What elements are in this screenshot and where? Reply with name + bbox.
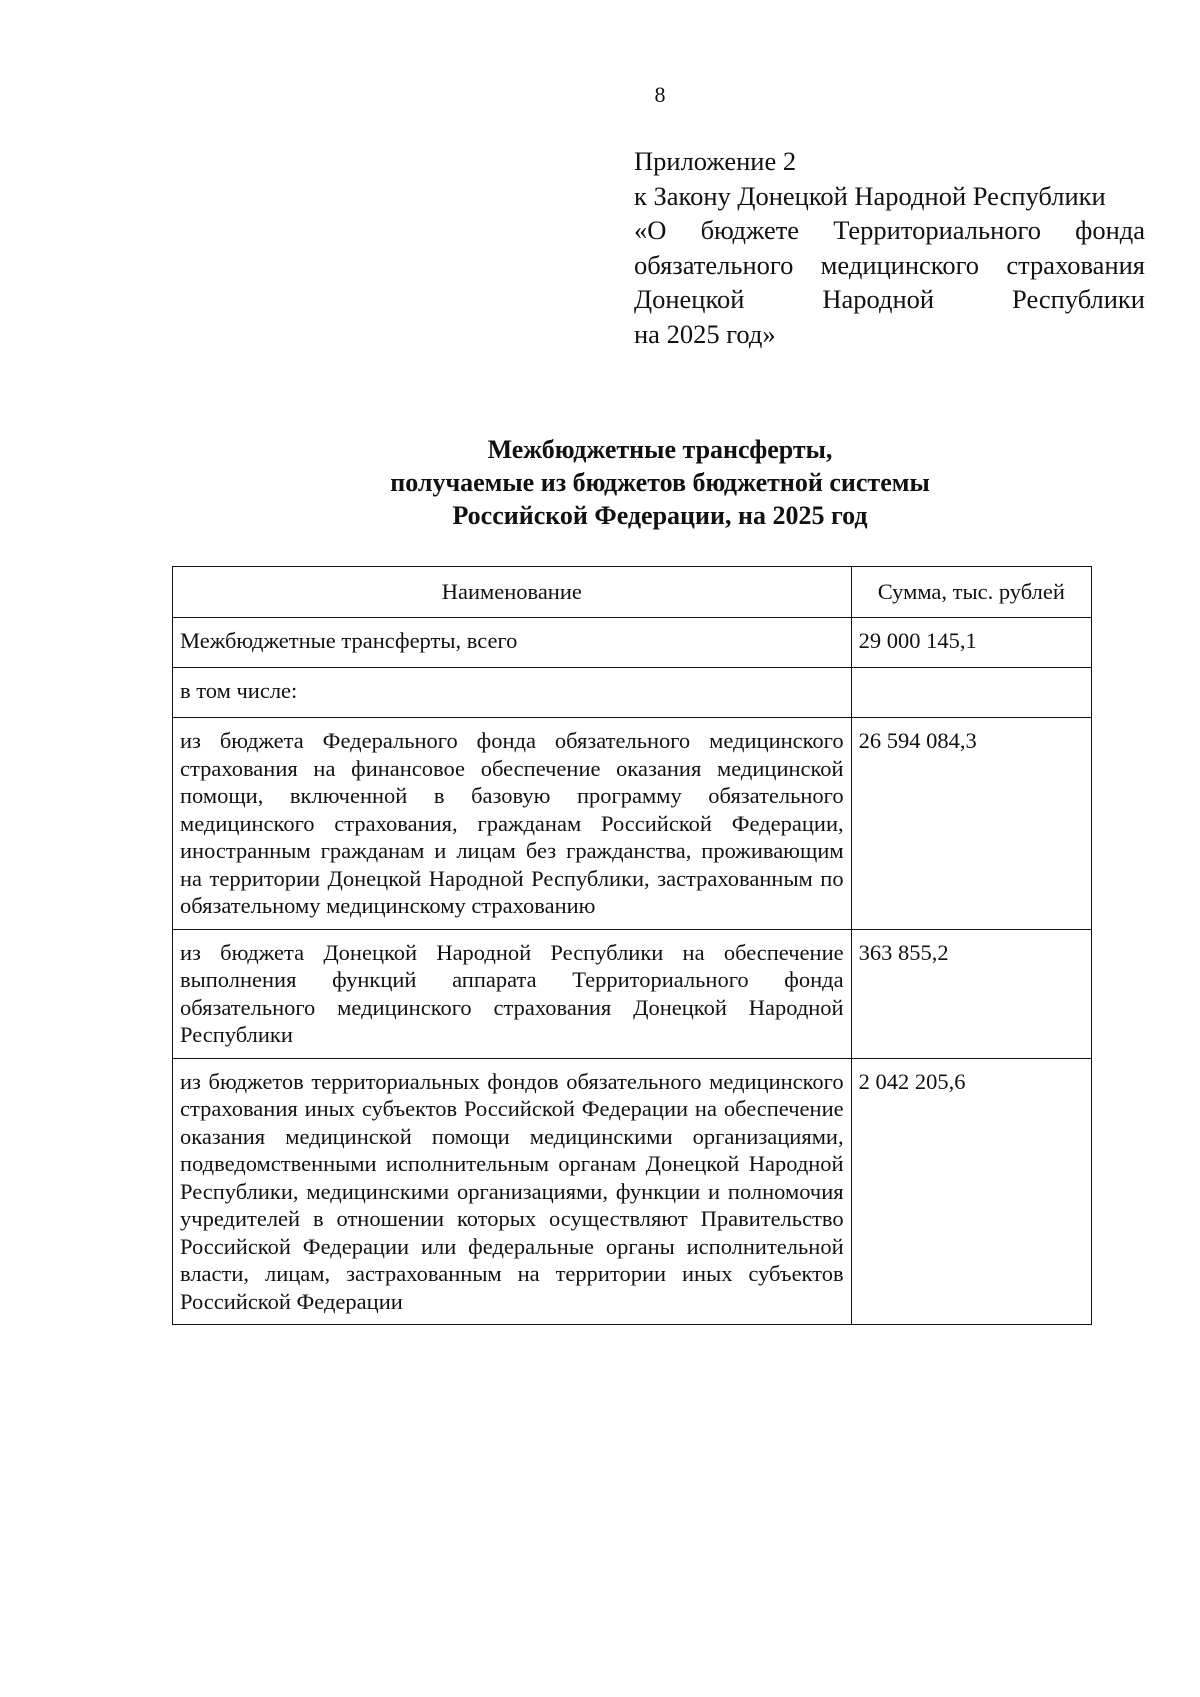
table-row: [173, 668, 1092, 718]
row-name: из бюджета Федерального фонда обязательного медицинского страхования на финансовое обеспечение оказания медицинской помощи, включенной в базовую программу обязательного медицинского страхования, гражданам Российской Федерации, иностранным гражданам и лицам без гражданства, проживающим на территории Донецкой Народной Республики, застрахованным по обязательному медицинскому страхованию: [173, 718, 852, 930]
appendix-line: к Закону Донецкой Народной Республики: [634, 180, 1106, 211]
table-header-row: [173, 567, 1092, 618]
row-sum: 29 000 145,1: [851, 618, 1091, 668]
title-line: получаемые из бюджетов бюджетной системы: [390, 468, 930, 497]
row-sum: 26 594 084,3: [851, 718, 1091, 930]
table-row: [173, 618, 1092, 668]
row-name: из бюджетов территориальных фондов обязательного медицинского страхования иных субъектов Российской Федерации на обеспечение оказания медицинской помощи медицинскими организациями, подведомственными исполнительным органам Донецкой Народной Республики, медицинскими организациями, функции и полномочия учредителей в отношении которых осуществляют Правительство Российской Федерации или федеральные органы исполнительной власти, лицам, застрахованным на территории иных субъектов Российской Федерации: [173, 1058, 852, 1325]
title-line: Российской Федерации, на 2025 год: [452, 501, 868, 530]
table-row: [173, 1058, 1092, 1325]
table-row: [173, 718, 1092, 930]
row-name: в том числе:: [173, 668, 852, 718]
appendix-line: на 2025 год»: [634, 318, 776, 349]
title-line: Межбюджетные трансферты,: [487, 435, 833, 464]
row-name: Межбюджетные трансферты, всего: [173, 618, 852, 668]
appendix-line: обязательного медицинского страхования: [634, 249, 1145, 280]
page-number: 8: [654, 82, 666, 107]
appendix-line: Приложение 2: [634, 146, 797, 176]
header-sum: Сумма, тыс. рублей: [851, 567, 1091, 618]
appendix-block: [634, 144, 1145, 351]
appendix-line: «О бюджете Территориального фонда: [634, 215, 1145, 245]
appendix-line: Донецкой Народной Республики: [634, 284, 1145, 314]
document-title: [0, 433, 1200, 532]
row-sum: 363 855,2: [851, 929, 1091, 1058]
row-sum: 2 042 205,6: [851, 1058, 1091, 1325]
transfers-table: [172, 566, 1092, 1325]
row-sum: [851, 668, 1091, 718]
header-name: Наименование: [173, 567, 852, 618]
table-row: [173, 929, 1092, 1058]
row-name: из бюджета Донецкой Народной Республики на обеспечение выполнения функций аппарата Территориального фонда обязательного медицинского страхования Донецкой Народной Республики: [173, 929, 852, 1058]
